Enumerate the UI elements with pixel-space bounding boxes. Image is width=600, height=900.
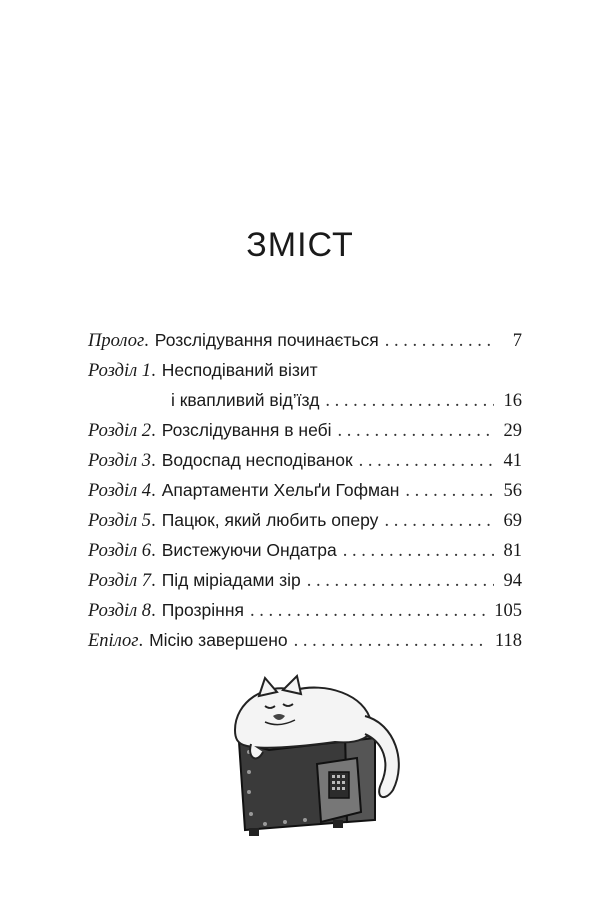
toc-label: Розділ 5 — [88, 511, 152, 531]
toc-label: Розділ 8 — [88, 601, 152, 621]
toc-entry-chapter-4[interactable] — [88, 480, 522, 510]
toc-page-number: 16 — [503, 391, 522, 411]
toc-page-number: 41 — [503, 451, 522, 471]
toc-entry-epilogue[interactable] — [88, 630, 522, 660]
toc-page-number: 29 — [503, 421, 522, 441]
toc-label-separator: . — [151, 601, 156, 621]
toc-leader-dots — [294, 631, 489, 652]
toc-page-number: 94 — [503, 571, 522, 591]
toc-label-separator: . — [151, 541, 156, 561]
toc-page-number: 69 — [503, 511, 522, 531]
toc-entry-chapter-7[interactable] — [88, 570, 522, 600]
table-of-contents — [88, 330, 522, 660]
toc-heading: Водоспад несподіванок — [161, 450, 353, 470]
toc-label-separator: . — [151, 511, 156, 531]
toc-leader-dots — [385, 331, 494, 352]
toc-entry-chapter-8[interactable] — [88, 600, 522, 630]
toc-heading: Під міріадами зір — [161, 570, 301, 590]
toc-label-separator: . — [138, 631, 144, 651]
toc-leader-dots — [343, 541, 494, 562]
toc-label: Розділ 7 — [88, 571, 152, 591]
toc-leader-dots — [384, 511, 494, 532]
toc-label: Епілог — [88, 631, 139, 651]
toc-heading: Несподіваний візит — [161, 360, 318, 380]
toc-leader-dots — [307, 571, 494, 592]
toc-entry-chapter-1[interactable] — [88, 360, 522, 390]
cat-on-safe-illustration-icon — [225, 672, 410, 847]
toc-heading: Розслідування в небі — [161, 420, 332, 440]
toc-label: Розділ 3 — [88, 451, 152, 471]
toc-label: Розділ 2 — [88, 421, 152, 441]
toc-heading: Апартаменти Хельґи Гофман — [161, 480, 400, 500]
toc-entry-chapter-3[interactable] — [88, 450, 522, 480]
toc-label-separator: . — [151, 361, 156, 381]
toc-leader-dots — [338, 421, 494, 442]
toc-entry-chapter-6[interactable] — [88, 540, 522, 570]
toc-label-separator: . — [144, 331, 149, 351]
toc-heading: Пацюк, який любить оперу — [161, 510, 379, 530]
page-title: ЗМІСТ — [246, 226, 354, 264]
toc-leader-dots — [325, 391, 494, 412]
toc-entry-chapter-5[interactable] — [88, 510, 522, 540]
toc-leader-dots — [359, 451, 494, 472]
toc-label-separator: . — [151, 421, 156, 441]
toc-label: Розділ 6 — [88, 541, 152, 561]
toc-heading: і квапливий від’їзд — [171, 390, 320, 410]
toc-label-separator: . — [151, 451, 156, 471]
toc-label-separator: . — [151, 571, 156, 591]
toc-leader-dots — [250, 601, 488, 622]
toc-entry-chapter-1-continued[interactable] — [88, 390, 522, 420]
toc-label: Пролог — [88, 331, 145, 351]
toc-label: Розділ 1 — [88, 361, 152, 381]
toc-heading: Розслідування починається — [154, 330, 379, 350]
toc-heading: Вистежуючи Ондатра — [161, 540, 337, 560]
toc-entry-chapter-2[interactable] — [88, 420, 522, 450]
toc-page-number: 105 — [494, 601, 522, 621]
toc-leader-dots — [405, 481, 494, 502]
toc-label: Розділ 4 — [88, 481, 152, 501]
toc-heading: Місію завершено — [149, 630, 288, 650]
toc-entry-prologue[interactable] — [88, 330, 522, 360]
toc-label-separator: . — [151, 481, 156, 501]
toc-page-number: 81 — [503, 541, 522, 561]
toc-heading: Прозріння — [161, 600, 244, 620]
toc-page-number: 7 — [512, 331, 522, 351]
toc-page-number: 118 — [494, 631, 522, 651]
toc-page-number: 56 — [503, 481, 522, 501]
